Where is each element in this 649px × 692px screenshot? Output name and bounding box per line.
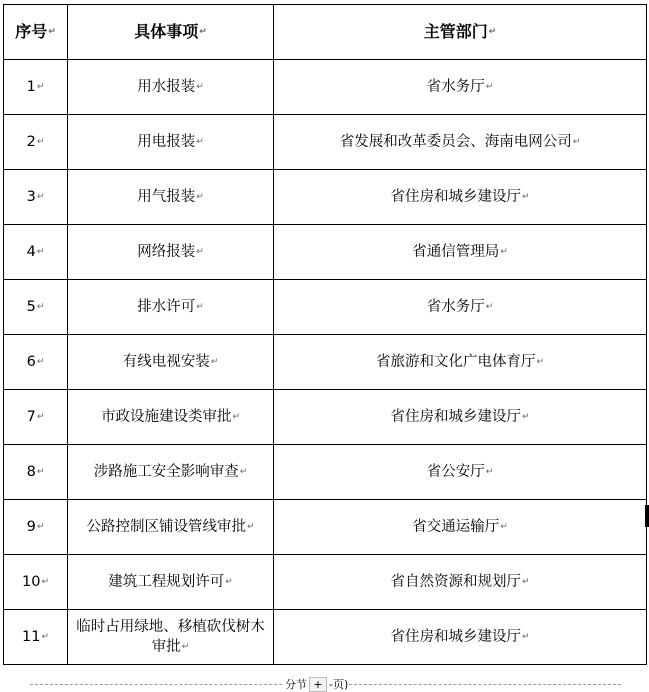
table-row	[4, 60, 647, 115]
table-row	[4, 445, 647, 500]
table-row	[4, 170, 647, 225]
cell-no: 3↵	[4, 170, 68, 225]
table-row	[4, 225, 647, 280]
cell-dept: 省通信管理局↵	[274, 225, 647, 280]
cell-dept: 省发展和改革委员会、海南电网公司↵	[274, 115, 647, 170]
cell-dept: 省公安厅↵	[274, 445, 647, 500]
cell-item: 涉路施工安全影响审查↵	[68, 445, 274, 500]
cell-item: 临时占用绿地、移植砍伐树木审批↵	[68, 610, 274, 665]
cell-item: 排水许可↵	[68, 280, 274, 335]
cell-dept: 省住房和城乡建设厅↵	[274, 170, 647, 225]
cell-no: 7↵	[4, 390, 68, 445]
cell-no: 11↵	[4, 610, 68, 665]
cell-no: 5↵	[4, 280, 68, 335]
page-break-text: -页)	[329, 678, 349, 691]
cell-no: 9↵	[4, 500, 68, 555]
cell-item: 用电报装↵	[68, 115, 274, 170]
cell-item: 建筑工程规划许可↵	[68, 555, 274, 610]
cell-dept: 省交通运输厅↵	[274, 500, 647, 555]
table-row	[4, 555, 647, 610]
cell-dept: 省水务厅↵	[274, 280, 647, 335]
cell-no: 10↵	[4, 555, 68, 610]
section-break-label	[284, 676, 349, 692]
table-row	[4, 610, 647, 665]
cell-item: 网络报装↵	[68, 225, 274, 280]
cell-dept: 省旅游和文化广电体育厅↵	[274, 335, 647, 390]
cell-item: 用气报装↵	[68, 170, 274, 225]
header-dept: 主管部门↵	[274, 5, 647, 60]
cell-item: 市政设施建设类审批↵	[68, 390, 274, 445]
cell-item: 有线电视安装↵	[68, 335, 274, 390]
table-header-row	[4, 5, 647, 60]
table-row	[4, 115, 647, 170]
cell-no: 2↵	[4, 115, 68, 170]
header-no: 序号↵	[4, 5, 68, 60]
cell-no: 6↵	[4, 335, 68, 390]
table-row	[4, 500, 647, 555]
cell-no: 4↵	[4, 225, 68, 280]
cell-dept: 省住房和城乡建设厅↵	[274, 390, 647, 445]
cell-item: 用水报装↵	[68, 60, 274, 115]
cell-no: 8↵	[4, 445, 68, 500]
expand-plus-icon[interactable]: +	[309, 677, 327, 692]
cell-dept: 省水务厅↵	[274, 60, 647, 115]
cell-item: 公路控制区铺设管线审批↵	[68, 500, 274, 555]
section-break-text: 分节	[285, 678, 307, 691]
cell-dept: 省自然资源和规划厅↵	[274, 555, 647, 610]
document-table	[3, 4, 647, 665]
header-item: 具体事项↵	[68, 5, 274, 60]
table-row	[4, 390, 647, 445]
table-row	[4, 335, 647, 390]
cell-no: 1↵	[4, 60, 68, 115]
margin-marker	[645, 505, 649, 527]
table-row	[4, 280, 647, 335]
cell-dept: 省住房和城乡建设厅↵	[274, 610, 647, 665]
